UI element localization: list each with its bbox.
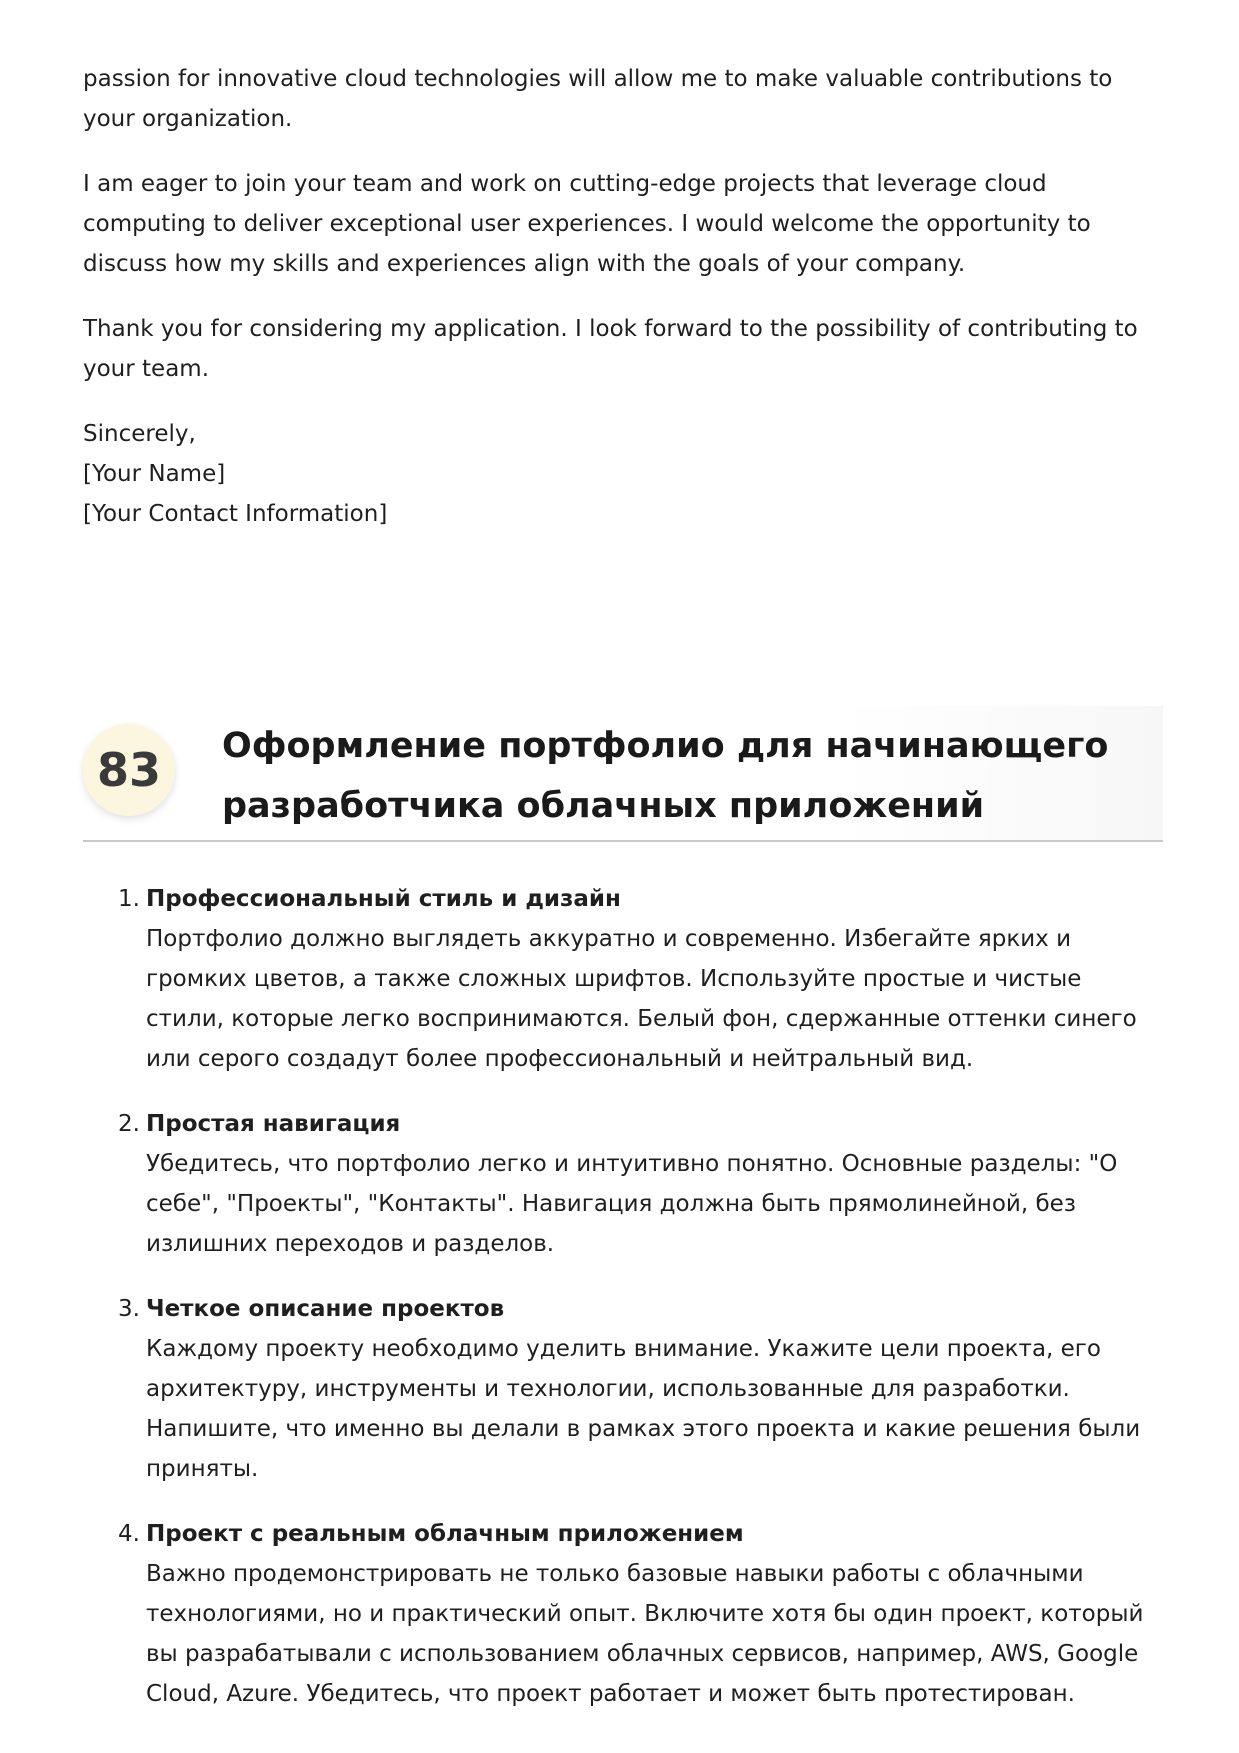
list-item-title: Простая навигация <box>146 1111 401 1137</box>
list-item-title: Проект с реальным облачным приложением <box>146 1521 744 1547</box>
list-item-title: Четкое описание проектов <box>146 1296 505 1322</box>
list-item-text: Портфолио должно выглядеть аккуратно и современно. Избегайте ярких и громких цветов, а также сложных шрифтов. Используйте простые и чистые стили, которые легко воспринимаются. Белый фон, сдержанные оттенки синего или серого создадут более профессиональный и нейтральный вид. <box>146 926 1137 1072</box>
signature-contact: [Your Contact Information] <box>83 501 388 527</box>
letter-signature-block <box>83 414 1163 534</box>
list-item-title: Профессиональный стиль и дизайн <box>146 886 621 912</box>
list-item-number: 2. <box>118 1111 140 1137</box>
list-item <box>83 1514 1163 1714</box>
list-item-text: Важно продемонстрировать не только базовые навыки работы с облачными технологиями, но и практический опыт. Включите хотя бы один проект, который вы разрабатывали с использованием облачных сервисов, например, AWS, Google Cloud, Azure. Убедитесь, что проект работает и может быть протестирован. <box>146 1561 1144 1707</box>
list-item-number: 1. <box>118 886 140 912</box>
letter-paragraph-1: passion for innovative cloud technologies will allow me to make valuable contributions to your organization. <box>83 66 1113 132</box>
letter-paragraph-3: Thank you for considering my application. I look forward to the possibility of contributing to your team. <box>83 316 1138 382</box>
chapter-number-badge: 83 <box>83 724 175 816</box>
chapter-title: Оформление портфолио для начинающего разработчика облачных приложений <box>222 726 1109 826</box>
tips-list <box>83 879 1163 1739</box>
list-item <box>83 1104 1163 1264</box>
list-item-text: Каждому проекту необходимо уделить внимание. Укажите цели проекта, его архитектуру, инструменты и технологии, использованные для разработки. Напишите, что именно вы делали в рамках этого проекта и какие решения были приняты. <box>146 1336 1141 1482</box>
closing-line: Sincerely, <box>83 421 196 447</box>
list-item <box>83 1289 1163 1489</box>
letter-paragraph-2: I am eager to join your team and work on cutting-edge projects that leverage cloud computing to deliver exceptional user experiences. I would welcome the opportunity to discuss how my skills and experiences align with the goals of your company. <box>83 171 1091 277</box>
signature-name: [Your Name] <box>83 461 226 487</box>
list-item-number: 4. <box>118 1521 140 1547</box>
chapter-header <box>83 706 1163 842</box>
list-item-text: Убедитесь, что портфолио легко и интуитивно понятно. Основные разделы: "О себе", "Проекты", "Контакты". Навигация должна быть прямолинейной, без излишних переходов и разделов. <box>146 1151 1118 1257</box>
list-item-number: 3. <box>118 1296 140 1322</box>
list-item <box>83 879 1163 1079</box>
